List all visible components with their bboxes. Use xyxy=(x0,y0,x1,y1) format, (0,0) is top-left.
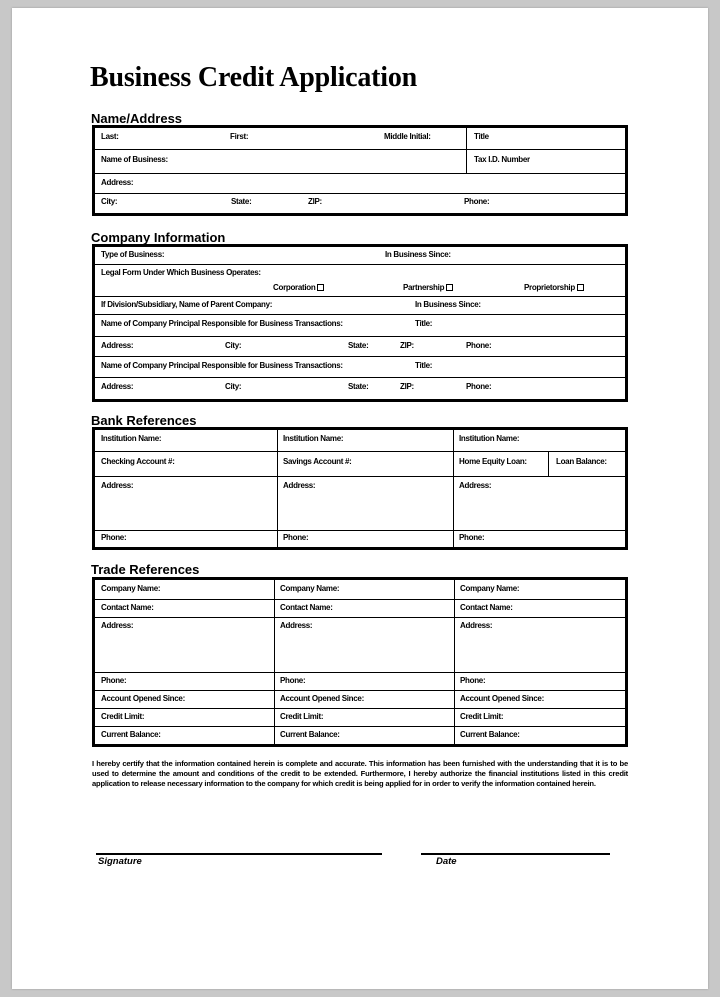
trade-balance-field-2[interactable]: Current Balance: xyxy=(280,730,340,739)
partnership-checkbox[interactable] xyxy=(446,284,453,291)
trade-cell xyxy=(274,618,454,672)
trade-cell xyxy=(95,580,274,599)
bank-cell xyxy=(277,477,453,530)
tax-id-field[interactable]: Tax I.D. Number xyxy=(474,155,530,164)
bank-cell xyxy=(453,452,625,476)
trade-cell xyxy=(454,580,625,599)
section-heading-trade: Trade References xyxy=(91,562,200,577)
address-field[interactable]: Address: xyxy=(101,178,134,187)
principal-zip-field-1[interactable]: ZIP: xyxy=(400,341,414,350)
principal-city-field-1[interactable]: City: xyxy=(225,341,242,350)
bank-phone-field-2[interactable]: Phone: xyxy=(283,533,309,542)
trade-credit-limit-field-2[interactable]: Credit Limit: xyxy=(280,712,324,721)
principal-state-field-1[interactable]: State: xyxy=(348,341,369,350)
signature-label: Signature xyxy=(98,856,142,867)
legal-form-row xyxy=(95,265,625,297)
type-of-business-field[interactable]: Type of Business: xyxy=(101,250,165,259)
partnership-option[interactable] xyxy=(403,283,453,292)
business-name-field[interactable]: Name of Business: xyxy=(101,155,168,164)
first-name-field[interactable]: First: xyxy=(230,132,249,141)
trade-cell xyxy=(274,580,454,599)
principal-title-field-1[interactable]: Title: xyxy=(415,319,433,328)
zip-field[interactable]: ZIP: xyxy=(308,197,322,206)
trade-credit-limit-field-3[interactable]: Credit Limit: xyxy=(460,712,504,721)
trade-references-table xyxy=(92,577,628,747)
column-divider xyxy=(466,150,467,173)
middle-initial-field[interactable]: Middle Initial: xyxy=(384,132,431,141)
trade-contact-field-3[interactable]: Contact Name: xyxy=(460,603,513,612)
trade-phone-field-1[interactable]: Phone: xyxy=(101,676,127,685)
principal-zip-field-2[interactable]: ZIP: xyxy=(400,382,414,391)
bank-institution-field-3[interactable]: Institution Name: xyxy=(459,434,520,443)
principal-city-field-2[interactable]: City: xyxy=(225,382,242,391)
trade-cell xyxy=(95,600,274,617)
trade-balance-field-1[interactable]: Current Balance: xyxy=(101,730,161,739)
certification-text: I hereby certify that the information contained herein is complete and accurate. This information has been furnished with the understanding that it is to be used to determine the amount and conditions of the credit to be extended. Furthermore, I hereby authorize the financial institutions listed in this credit application to release necessary information to the company for which credit is being applied for in order to verify the information contained herein. xyxy=(92,759,628,788)
trade-cell xyxy=(274,600,454,617)
principal-name-field-2[interactable]: Name of Company Principal Responsible for Business Transactions: xyxy=(101,361,343,370)
bank-cell xyxy=(95,477,277,530)
principal-name-field-1[interactable]: Name of Company Principal Responsible for Business Transactions: xyxy=(101,319,343,328)
signature-line[interactable] xyxy=(96,853,382,855)
bank-address-field-3[interactable]: Address: xyxy=(459,481,492,490)
partnership-label: Partnership xyxy=(403,283,445,292)
trade-company-row xyxy=(95,580,625,600)
type-row xyxy=(95,247,625,265)
principal-address-field-1[interactable]: Address: xyxy=(101,341,134,350)
phone-field[interactable]: Phone: xyxy=(464,197,490,206)
section-heading-name-address: Name/Address xyxy=(91,111,183,126)
trade-phone-row xyxy=(95,673,625,691)
legal-form-label: Legal Form Under Which Business Operates: xyxy=(101,268,261,277)
trade-address-field-2[interactable]: Address: xyxy=(280,621,313,630)
state-field[interactable]: State: xyxy=(231,197,252,206)
bank-references-table xyxy=(92,427,628,550)
division-row xyxy=(95,297,625,315)
trade-credit-limit-row xyxy=(95,709,625,727)
trade-cell xyxy=(95,673,274,690)
trade-opened-field-1[interactable]: Account Opened Since: xyxy=(101,694,185,703)
trade-cell xyxy=(454,600,625,617)
trade-cell xyxy=(95,709,274,726)
corporation-label: Corporation xyxy=(273,283,316,292)
trade-contact-field-1[interactable]: Contact Name: xyxy=(101,603,154,612)
principal-address-row-2 xyxy=(95,378,625,399)
bank-cell xyxy=(95,430,277,451)
trade-cell xyxy=(274,673,454,690)
trade-company-field-3[interactable]: Company Name: xyxy=(460,584,520,593)
trade-opened-row xyxy=(95,691,625,709)
trade-address-row xyxy=(95,618,625,673)
name-row xyxy=(95,128,625,150)
bank-address-field-1[interactable]: Address: xyxy=(101,481,134,490)
bank-phone-field-3[interactable]: Phone: xyxy=(459,533,485,542)
date-label: Date xyxy=(436,856,457,867)
trade-phone-field-3[interactable]: Phone: xyxy=(460,676,486,685)
in-business-since-field-2[interactable]: In Business Since: xyxy=(415,300,481,309)
trade-company-field-1[interactable]: Company Name: xyxy=(101,584,161,593)
trade-company-field-2[interactable]: Company Name: xyxy=(280,584,340,593)
bank-address-row xyxy=(95,477,625,531)
title-field[interactable]: Title xyxy=(474,132,489,141)
trade-opened-field-2[interactable]: Account Opened Since: xyxy=(280,694,364,703)
trade-cell xyxy=(95,691,274,708)
trade-address-field-1[interactable]: Address: xyxy=(101,621,134,630)
bank-cell xyxy=(95,531,277,547)
document-page xyxy=(12,8,708,989)
proprietorship-checkbox[interactable] xyxy=(577,284,584,291)
company-info-table xyxy=(92,244,628,402)
trade-cell xyxy=(274,691,454,708)
bank-institution-field-1[interactable]: Institution Name: xyxy=(101,434,162,443)
principal-address-row-1 xyxy=(95,337,625,357)
trade-contact-row xyxy=(95,600,625,618)
home-equity-loan-field[interactable]: Home Equity Loan: xyxy=(459,457,527,466)
business-name-row xyxy=(95,150,625,174)
last-name-field[interactable]: Last: xyxy=(101,132,119,141)
bank-cell xyxy=(277,531,453,547)
trade-balance-field-3[interactable]: Current Balance: xyxy=(460,730,520,739)
principal-address-field-2[interactable]: Address: xyxy=(101,382,134,391)
principal-row-2 xyxy=(95,357,625,378)
trade-address-field-3[interactable]: Address: xyxy=(460,621,493,630)
bank-address-field-2[interactable]: Address: xyxy=(283,481,316,490)
trade-phone-field-2[interactable]: Phone: xyxy=(280,676,306,685)
trade-cell xyxy=(454,618,625,672)
column-divider xyxy=(466,128,467,149)
principal-phone-field-2[interactable]: Phone: xyxy=(466,382,492,391)
principal-row-1 xyxy=(95,315,625,337)
page-title: Business Credit Application xyxy=(90,62,418,93)
trade-cell xyxy=(454,727,625,744)
principal-phone-field-1[interactable]: Phone: xyxy=(466,341,492,350)
address-row xyxy=(95,174,625,194)
bank-cell xyxy=(453,477,625,530)
date-line[interactable] xyxy=(421,853,610,855)
parent-company-field[interactable]: If Division/Subsidiary, Name of Parent Company: xyxy=(101,300,273,309)
savings-account-field[interactable]: Savings Account #: xyxy=(283,457,352,466)
trade-credit-limit-field-1[interactable]: Credit Limit: xyxy=(101,712,145,721)
bank-cell xyxy=(453,430,625,451)
trade-cell xyxy=(274,727,454,744)
principal-state-field-2[interactable]: State: xyxy=(348,382,369,391)
in-business-since-field[interactable]: In Business Since: xyxy=(385,250,451,259)
bank-cell xyxy=(453,531,625,547)
bank-phone-field-1[interactable]: Phone: xyxy=(101,533,127,542)
column-divider xyxy=(548,452,549,476)
name-address-table xyxy=(92,125,628,216)
checking-account-field[interactable]: Checking Account #: xyxy=(101,457,175,466)
loan-balance-field[interactable]: Loan Balance: xyxy=(556,457,607,466)
trade-cell xyxy=(95,618,274,672)
proprietorship-label: Proprietorship xyxy=(524,283,575,292)
city-row xyxy=(95,194,625,213)
principal-title-field-2[interactable]: Title: xyxy=(415,361,433,370)
bank-cell xyxy=(277,430,453,451)
trade-balance-row xyxy=(95,727,625,744)
bank-institution-row xyxy=(95,430,625,452)
bank-institution-field-2[interactable]: Institution Name: xyxy=(283,434,344,443)
section-heading-company: Company Information xyxy=(91,230,226,245)
trade-cell xyxy=(95,727,274,744)
trade-cell xyxy=(454,673,625,690)
trade-opened-field-3[interactable]: Account Opened Since: xyxy=(460,694,544,703)
proprietorship-option[interactable] xyxy=(524,283,584,292)
corporation-option[interactable] xyxy=(273,283,324,292)
bank-cell xyxy=(277,452,453,476)
trade-cell xyxy=(454,691,625,708)
trade-cell xyxy=(274,709,454,726)
section-heading-bank: Bank References xyxy=(91,413,197,428)
trade-cell xyxy=(454,709,625,726)
corporation-checkbox[interactable] xyxy=(317,284,324,291)
bank-cell xyxy=(95,452,277,476)
trade-contact-field-2[interactable]: Contact Name: xyxy=(280,603,333,612)
city-field[interactable]: City: xyxy=(101,197,118,206)
bank-account-row xyxy=(95,452,625,477)
bank-phone-row xyxy=(95,531,625,547)
